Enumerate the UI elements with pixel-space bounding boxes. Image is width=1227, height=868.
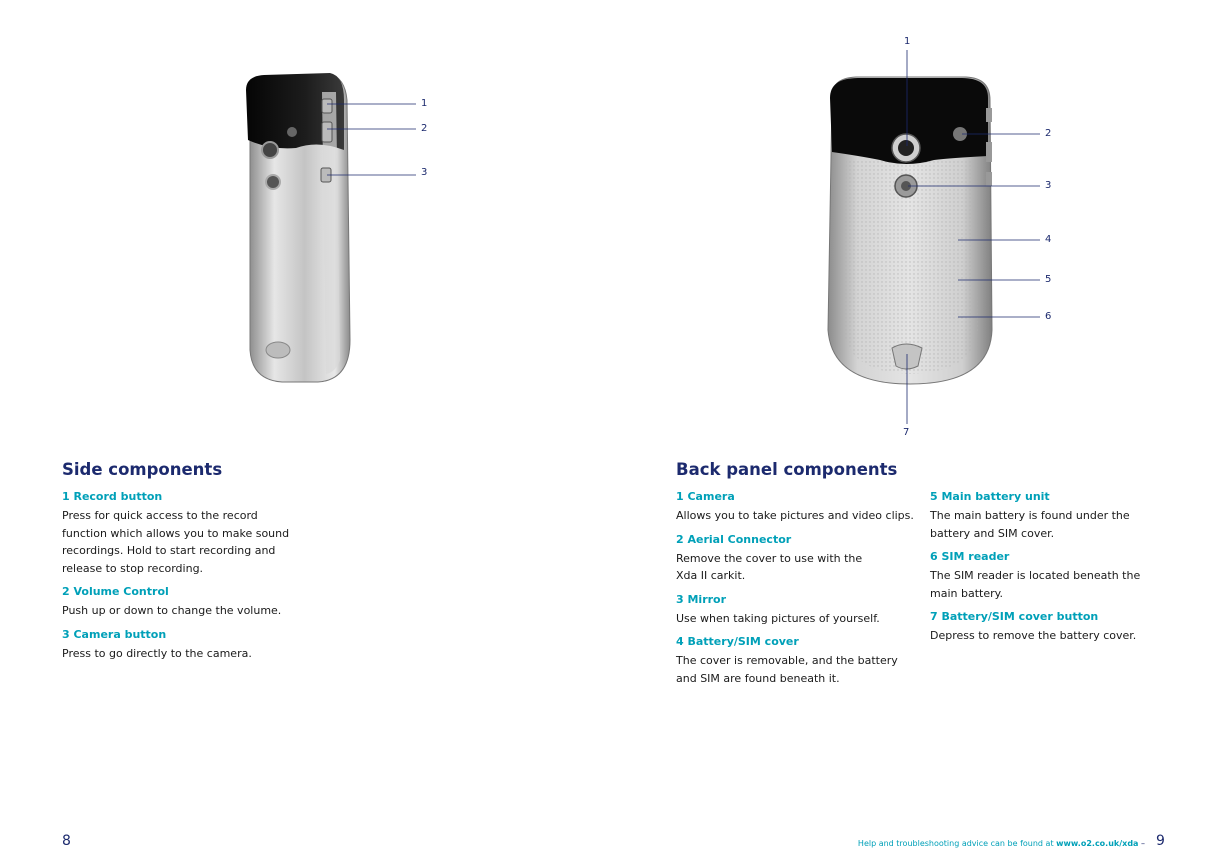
back-callout-2: 2: [1045, 128, 1052, 139]
item-desc: Press to go directly to the camera.: [62, 646, 252, 660]
side-callout-2: 2: [421, 123, 428, 134]
back-components-list-left: [676, 490, 916, 695]
item-title: 1 Camera: [676, 490, 735, 503]
item-title: 7 Battery/SIM cover button: [930, 610, 1099, 623]
item-title: 1 Record button: [62, 490, 163, 503]
item-desc: The cover is removable, and the battery and SIM are found beneath it.: [676, 654, 898, 685]
item-title: 3 Mirror: [676, 592, 727, 606]
item-desc: Remove the cover to use with the Xda II carkit.: [676, 551, 863, 582]
back-callout-1: 1: [904, 36, 911, 47]
item-desc: Allows you to take pictures and video clips.: [676, 509, 914, 522]
back-item-aerial-connector: [676, 533, 916, 585]
item-title: 2 Aerial Connector: [676, 532, 792, 546]
side-item-record-button: [62, 490, 294, 577]
item-desc: The SIM reader is located beneath the main battery.: [930, 569, 1141, 600]
back-item-sim-reader: [930, 550, 1155, 602]
side-item-volume-control: [62, 585, 294, 620]
back-item-battery-sim-cover: [676, 635, 916, 687]
back-item-main-battery: [930, 490, 1155, 542]
item-desc: Press for quick access to the record function which allows you to make sound recordings. Hold to start recording and release to stop recording.: [62, 509, 290, 575]
item-title: 2 Volume Control: [62, 585, 169, 598]
item-desc: Use when taking pictures of yourself.: [676, 611, 880, 625]
item-title: 5 Main battery unit: [930, 490, 1050, 503]
side-callout-3: 3: [421, 167, 428, 178]
back-callout-7: 7: [903, 427, 910, 438]
footer-help-text: Help and troubleshooting advice can be found at: [857, 839, 1054, 848]
side-callout-1: 1: [421, 98, 428, 109]
back-callout-5: 5: [1045, 274, 1052, 285]
footer-help: [858, 839, 1145, 848]
item-desc: Depress to remove the battery cover.: [930, 629, 1137, 642]
side-components-heading: Side components: [62, 460, 223, 479]
item-desc: The main battery is found under the battery and SIM cover.: [930, 509, 1130, 540]
back-components-list-right: [930, 490, 1155, 653]
back-components-heading: Back panel components: [676, 460, 898, 479]
item-title: 3 Camera button: [62, 627, 167, 641]
page-number-right: 9: [1156, 833, 1165, 849]
side-item-camera-button: [62, 628, 294, 663]
item-title: 4 Battery/SIM cover: [676, 635, 799, 648]
footer-dash: –: [1141, 839, 1145, 848]
back-item-cover-button: [930, 610, 1155, 645]
item-desc: Push up or down to change the volume.: [62, 604, 282, 617]
back-callout-3: 3: [1045, 180, 1052, 191]
side-components-list: [62, 490, 294, 670]
item-title: 6 SIM reader: [930, 550, 1010, 563]
back-callout-6: 6: [1045, 311, 1052, 322]
footer-url-link[interactable]: www.o2.co.uk/xda: [1056, 839, 1139, 848]
back-callout-4: 4: [1045, 234, 1052, 245]
page-number-left: 8: [62, 833, 71, 849]
back-item-mirror: [676, 593, 916, 628]
back-item-camera: [676, 490, 916, 525]
